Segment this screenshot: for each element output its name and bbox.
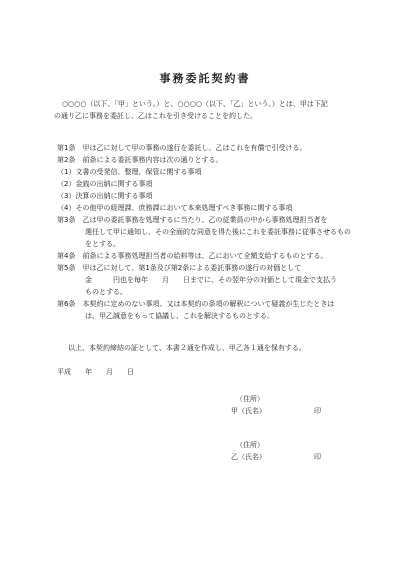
article-1: 第1条 甲は乙に対して甲の事務の遂行を委託し、乙はこれを有償で引受ける。 [57,144,307,152]
party-a-name-label: 甲（氏名） [231,407,266,415]
party-a-seal: 印 [314,407,321,415]
article-2-item-2: （2）金銭の出納に関する事項 [57,180,153,188]
document-title: 事務委託契約書 [159,72,251,85]
article-5-cont: 金 円也を毎年 月 日までに、その翌年分の対価として現金で支払う [85,276,337,284]
article-3-cont: をとする。 [85,240,120,248]
article-2: 第2条 前条による委託事務内容は次の通りとする。 [57,156,223,164]
article-6: 第6条 本契約に定めのない事項、又は本契約の条項の解釈について疑義が生じたときは [57,300,335,308]
article-2-item-3: （3）決算の出納に関する事項 [57,192,153,200]
article-6-cont: は、甲乙誠意をもって協議し、これを解決するものとする。 [85,312,274,320]
article-2-item-1: （1）文書の受発信、整理、保管に関する事項 [57,168,202,176]
article-3: 第3条 乙は甲の委託事務を処理するに当たり、乙の従業員の中から事務処理担当者を [57,216,328,224]
article-4: 第4条 前条による事務処理担当者の給料等は、乙において全額支給するものとする。 [57,252,328,260]
contract-date: 平成 年 月 日 [57,368,134,376]
party-b-address-label: （住所） [236,441,264,449]
article-5-cont: ものとする。 [85,288,127,296]
party-b-name-label: 乙（氏名） [231,453,266,461]
article-5: 第5条 甲は乙に対して、第1条及び第2条による委託事務の遂行の対価として [57,264,302,272]
closing-statement: 以上、本契約締結の証として、本書２通を作成し、甲乙各１通を保有する。 [68,344,306,352]
article-2-item-4: （4）その他甲の経理課、庶務課において本来処理すべき事務に関する事項 [57,204,293,212]
article-3-cont: 選任して甲に通知し、その全面的な同意を得た後にこれを委託事務に従事させるもの [85,228,351,236]
party-a-address-label: （住所） [236,395,264,403]
intro-line: ○○○○（以下、「甲」という。）と、○○○○（以下、「乙」という。）とは、甲は下記 [62,100,328,108]
intro-line: の通り乙に事務を委託し、乙はこれを引き受けることを約した。 [54,112,257,120]
party-b-seal: 印 [314,453,321,461]
